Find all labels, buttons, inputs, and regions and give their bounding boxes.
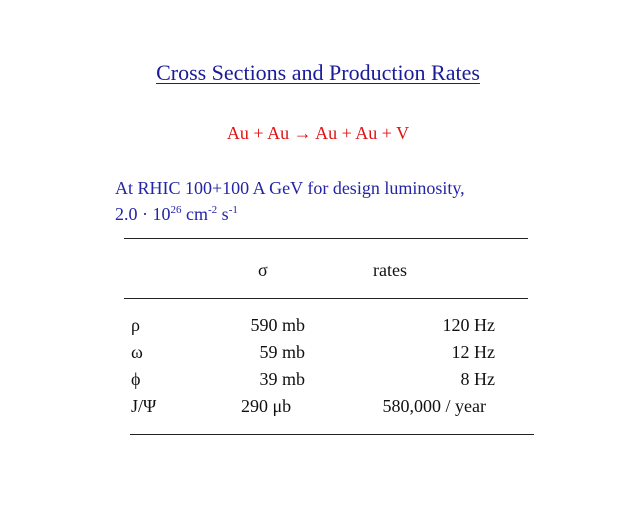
header-rates: rates bbox=[373, 260, 407, 280]
luminosity-value bbox=[115, 201, 465, 227]
table-top-rule bbox=[124, 238, 528, 239]
unit-cm: cm bbox=[181, 204, 208, 224]
table-row-particle: ω bbox=[131, 342, 143, 362]
luminosity-mantissa: 2.0 · 10 bbox=[115, 204, 171, 224]
context-line-1: At RHIC 100+100 A GeV for design luminosity, bbox=[115, 178, 465, 198]
table-row-rate: 580,000 / year bbox=[382, 396, 486, 416]
unit-cm-exponent: -2 bbox=[208, 204, 218, 216]
table-row-rate: 12 Hz bbox=[451, 342, 495, 362]
table-row-particle: ϕ bbox=[131, 369, 141, 389]
header-sigma: σ bbox=[258, 260, 268, 280]
table-row-particle: ρ bbox=[131, 315, 140, 335]
luminosity-exponent: 26 bbox=[170, 204, 182, 216]
reaction-equation: Au + Au → Au + Au + V bbox=[226, 123, 410, 143]
table-row-particle: J/Ψ bbox=[131, 396, 157, 416]
table-row-rate: 8 Hz bbox=[460, 369, 495, 389]
unit-s: s bbox=[217, 204, 229, 224]
table-row-cross-section: 590 mb bbox=[250, 315, 305, 335]
table-row-rate: 120 Hz bbox=[442, 315, 495, 335]
table-row-cross-section: 39 mb bbox=[259, 369, 305, 389]
context-text bbox=[115, 175, 465, 227]
unit-s-exponent: -1 bbox=[228, 204, 238, 216]
table-row-cross-section: 290 μb bbox=[241, 396, 292, 416]
slide-title: Cross Sections and Production Rates bbox=[156, 60, 480, 85]
table-bottom-rule bbox=[130, 434, 534, 435]
table-row-cross-section: 59 mb bbox=[259, 342, 305, 362]
table-header-rule bbox=[124, 298, 528, 299]
